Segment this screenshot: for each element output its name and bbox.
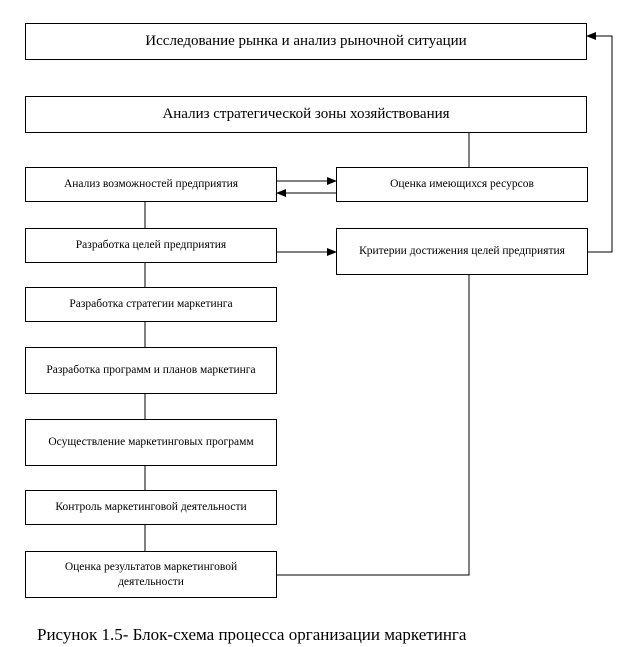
box-activity-control-label: Контроль маркетинговой деятельности (55, 501, 247, 514)
box-enterprise-capabilities-label: Анализ возможностей предприятия (63, 178, 239, 191)
box-programs-implementation (25, 419, 277, 466)
box-results-evaluation (25, 551, 277, 598)
box-programs-implementation-label: Осуществление маркетинговых программ (48, 436, 254, 449)
box-resources-assessment-label: Оценка имеющихся ресурсов (390, 178, 534, 191)
box-goal-criteria-label: Критерии достижения целей предприятия (359, 245, 565, 258)
box-programs-plans-label: Разработка программ и планов маркетинга (46, 364, 256, 377)
box-goals-development-label: Разработка целей предприятия (75, 239, 227, 252)
box-strategy-development-label: Разработка стратегии маркетинга (69, 298, 233, 311)
arrow-criteria-to-research (587, 36, 612, 252)
box-market-research-label: Исследование рынка и анализ рыночной ситуации (145, 33, 467, 50)
box-resources-assessment (336, 167, 588, 202)
box-strategic-zone-label: Анализ стратегической зоны хозяйствования (162, 106, 450, 123)
figure-caption: Рисунок 1.5- Блок-схема процесса организации маркетинга (37, 625, 467, 644)
box-market-research (25, 23, 587, 60)
connector-evaluation-to-criteria (277, 275, 469, 575)
box-programs-plans (25, 347, 277, 394)
box-goals-development (25, 228, 277, 263)
box-strategic-zone (25, 96, 587, 133)
box-activity-control (25, 490, 277, 525)
box-goal-criteria (336, 228, 588, 275)
box-enterprise-capabilities (25, 167, 277, 202)
box-results-evaluation-label: Оценка результатов маркетинговой деятельности (64, 561, 238, 588)
box-strategy-development (25, 287, 277, 322)
